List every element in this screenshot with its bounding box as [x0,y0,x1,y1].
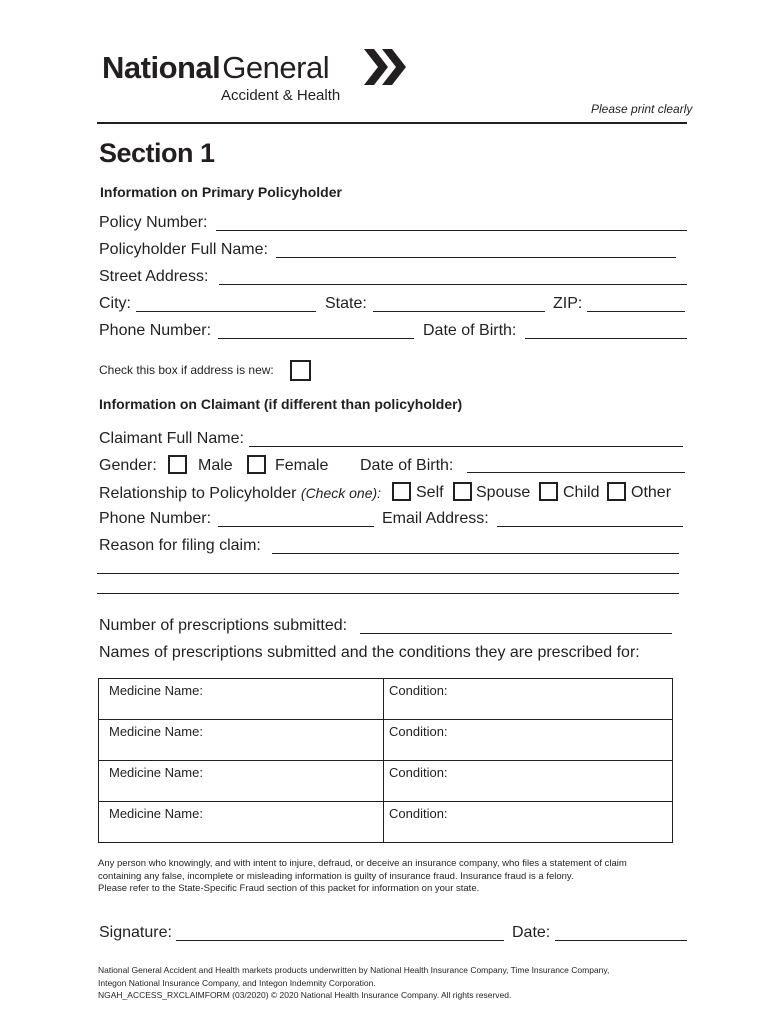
signature-label: Signature: [99,924,172,941]
claimant-heading: Information on Claimant (if different than policyholder) [99,396,463,412]
self-label: Self [416,484,444,501]
policy-number-label: Policy Number: [99,214,208,231]
signature-date-field[interactable] [555,940,687,941]
logo-general: General [222,50,330,85]
medicine-cell-4[interactable]: Medicine Name: [109,806,203,821]
other-checkbox[interactable] [607,482,626,501]
relationship-label [99,484,381,503]
claimant-dob-label: Date of Birth: [360,457,454,474]
condition-cell-1[interactable]: Condition: [389,683,448,698]
zip-label: ZIP: [553,295,583,312]
dob-field[interactable] [525,338,687,339]
prescription-count-field[interactable] [360,633,672,634]
footer-line-3: NGAH_ACCESS_RXCLAIMFORM (03/2020) © 2020 National Health Insurance Company. All rights reserved. [98,990,512,1000]
signature-date-label: Date: [512,924,551,941]
phone-label: Phone Number: [99,322,212,339]
fraud-line-3: Please refer to the State-Specific Fraud section of this packet for information on your state. [98,883,480,894]
condition-cell-3[interactable]: Condition: [389,765,448,780]
relationship-text: Relationship to Policyholder [99,485,297,502]
medicine-cell-1[interactable]: Medicine Name: [109,683,203,698]
reason-field-1[interactable] [272,553,679,554]
header-rule [97,122,687,124]
check-one-text: (Check one): [300,485,382,501]
male-checkbox[interactable] [168,455,187,474]
policyholder-name-label: Policyholder Full Name: [99,241,268,258]
other-label: Other [631,484,672,501]
print-clearly-note: Please print clearly [591,102,693,116]
primary-heading: Information on Primary Policyholder [100,184,342,200]
policyholder-name-field[interactable] [276,257,676,258]
fraud-line-1: Any person who knowingly, and with intent to injure, defraud, or deceive an insurance company, who files a statement of claim [98,858,627,869]
medicine-cell-3[interactable]: Medicine Name: [109,765,203,780]
claimant-name-label: Claimant Full Name: [99,430,244,447]
footer-line-2: Integon National Insurance Company, and Integon Indemnity Corporation. [98,977,376,988]
fraud-line-2: containing any false, incomplete or misleading information is guilty of insurance fraud. Insurance fraud is a felony. [98,870,574,882]
prescription-count-label: Number of prescriptions submitted: [99,617,348,634]
logo-subtitle: Accident & Health [221,87,341,104]
child-label: Child [563,484,600,501]
child-checkbox[interactable] [539,482,558,501]
fraud-notice [98,858,698,896]
dob-label: Date of Birth: [423,322,517,339]
street-address-field[interactable] [219,284,687,285]
female-checkbox[interactable] [247,455,266,474]
logo-national: National [102,50,221,85]
claimant-name-field[interactable] [249,446,683,447]
email-label: Email Address: [382,510,489,527]
reason-field-3[interactable] [97,593,679,594]
new-address-label: Check this box if address is new: [99,363,274,377]
email-field[interactable] [497,526,683,527]
footer [98,964,698,1002]
prescription-table [98,678,673,843]
medicine-cell-2[interactable]: Medicine Name: [109,724,203,739]
city-label: City: [99,295,131,312]
city-field[interactable] [136,311,316,312]
new-address-checkbox[interactable] [290,360,311,381]
state-field[interactable] [373,311,545,312]
male-label: Male [198,457,233,474]
claimant-dob-field[interactable] [467,472,685,473]
logo [102,50,329,86]
condition-cell-4[interactable]: Condition: [389,806,448,821]
reason-field-2[interactable] [97,573,679,574]
claimant-phone-label: Phone Number: [99,510,212,527]
claimant-phone-field[interactable] [218,526,374,527]
table-divider-h2 [99,760,672,761]
prescription-names-label: Names of prescriptions submitted and the conditions they are prescribed for: [99,644,640,661]
condition-cell-2[interactable]: Condition: [389,724,448,739]
zip-field[interactable] [587,311,685,312]
chevron-logo-icon [362,45,410,89]
section-title: Section 1 [99,138,215,168]
female-label: Female [275,457,329,474]
self-checkbox[interactable] [392,482,411,501]
table-divider-h1 [99,719,672,720]
phone-field[interactable] [218,338,414,339]
reason-label: Reason for filing claim: [99,537,261,554]
table-divider-h3 [99,801,672,802]
state-label: State: [325,295,367,312]
street-address-label: Street Address: [99,268,209,285]
spouse-label: Spouse [476,484,531,501]
footer-line-1: National General Accident and Health markets products underwritten by National Health Insurance Company, Time Insurance Company, [98,965,610,975]
signature-field[interactable] [176,940,504,941]
spouse-checkbox[interactable] [453,482,472,501]
policy-number-field[interactable] [216,230,687,231]
gender-label: Gender: [99,457,157,474]
